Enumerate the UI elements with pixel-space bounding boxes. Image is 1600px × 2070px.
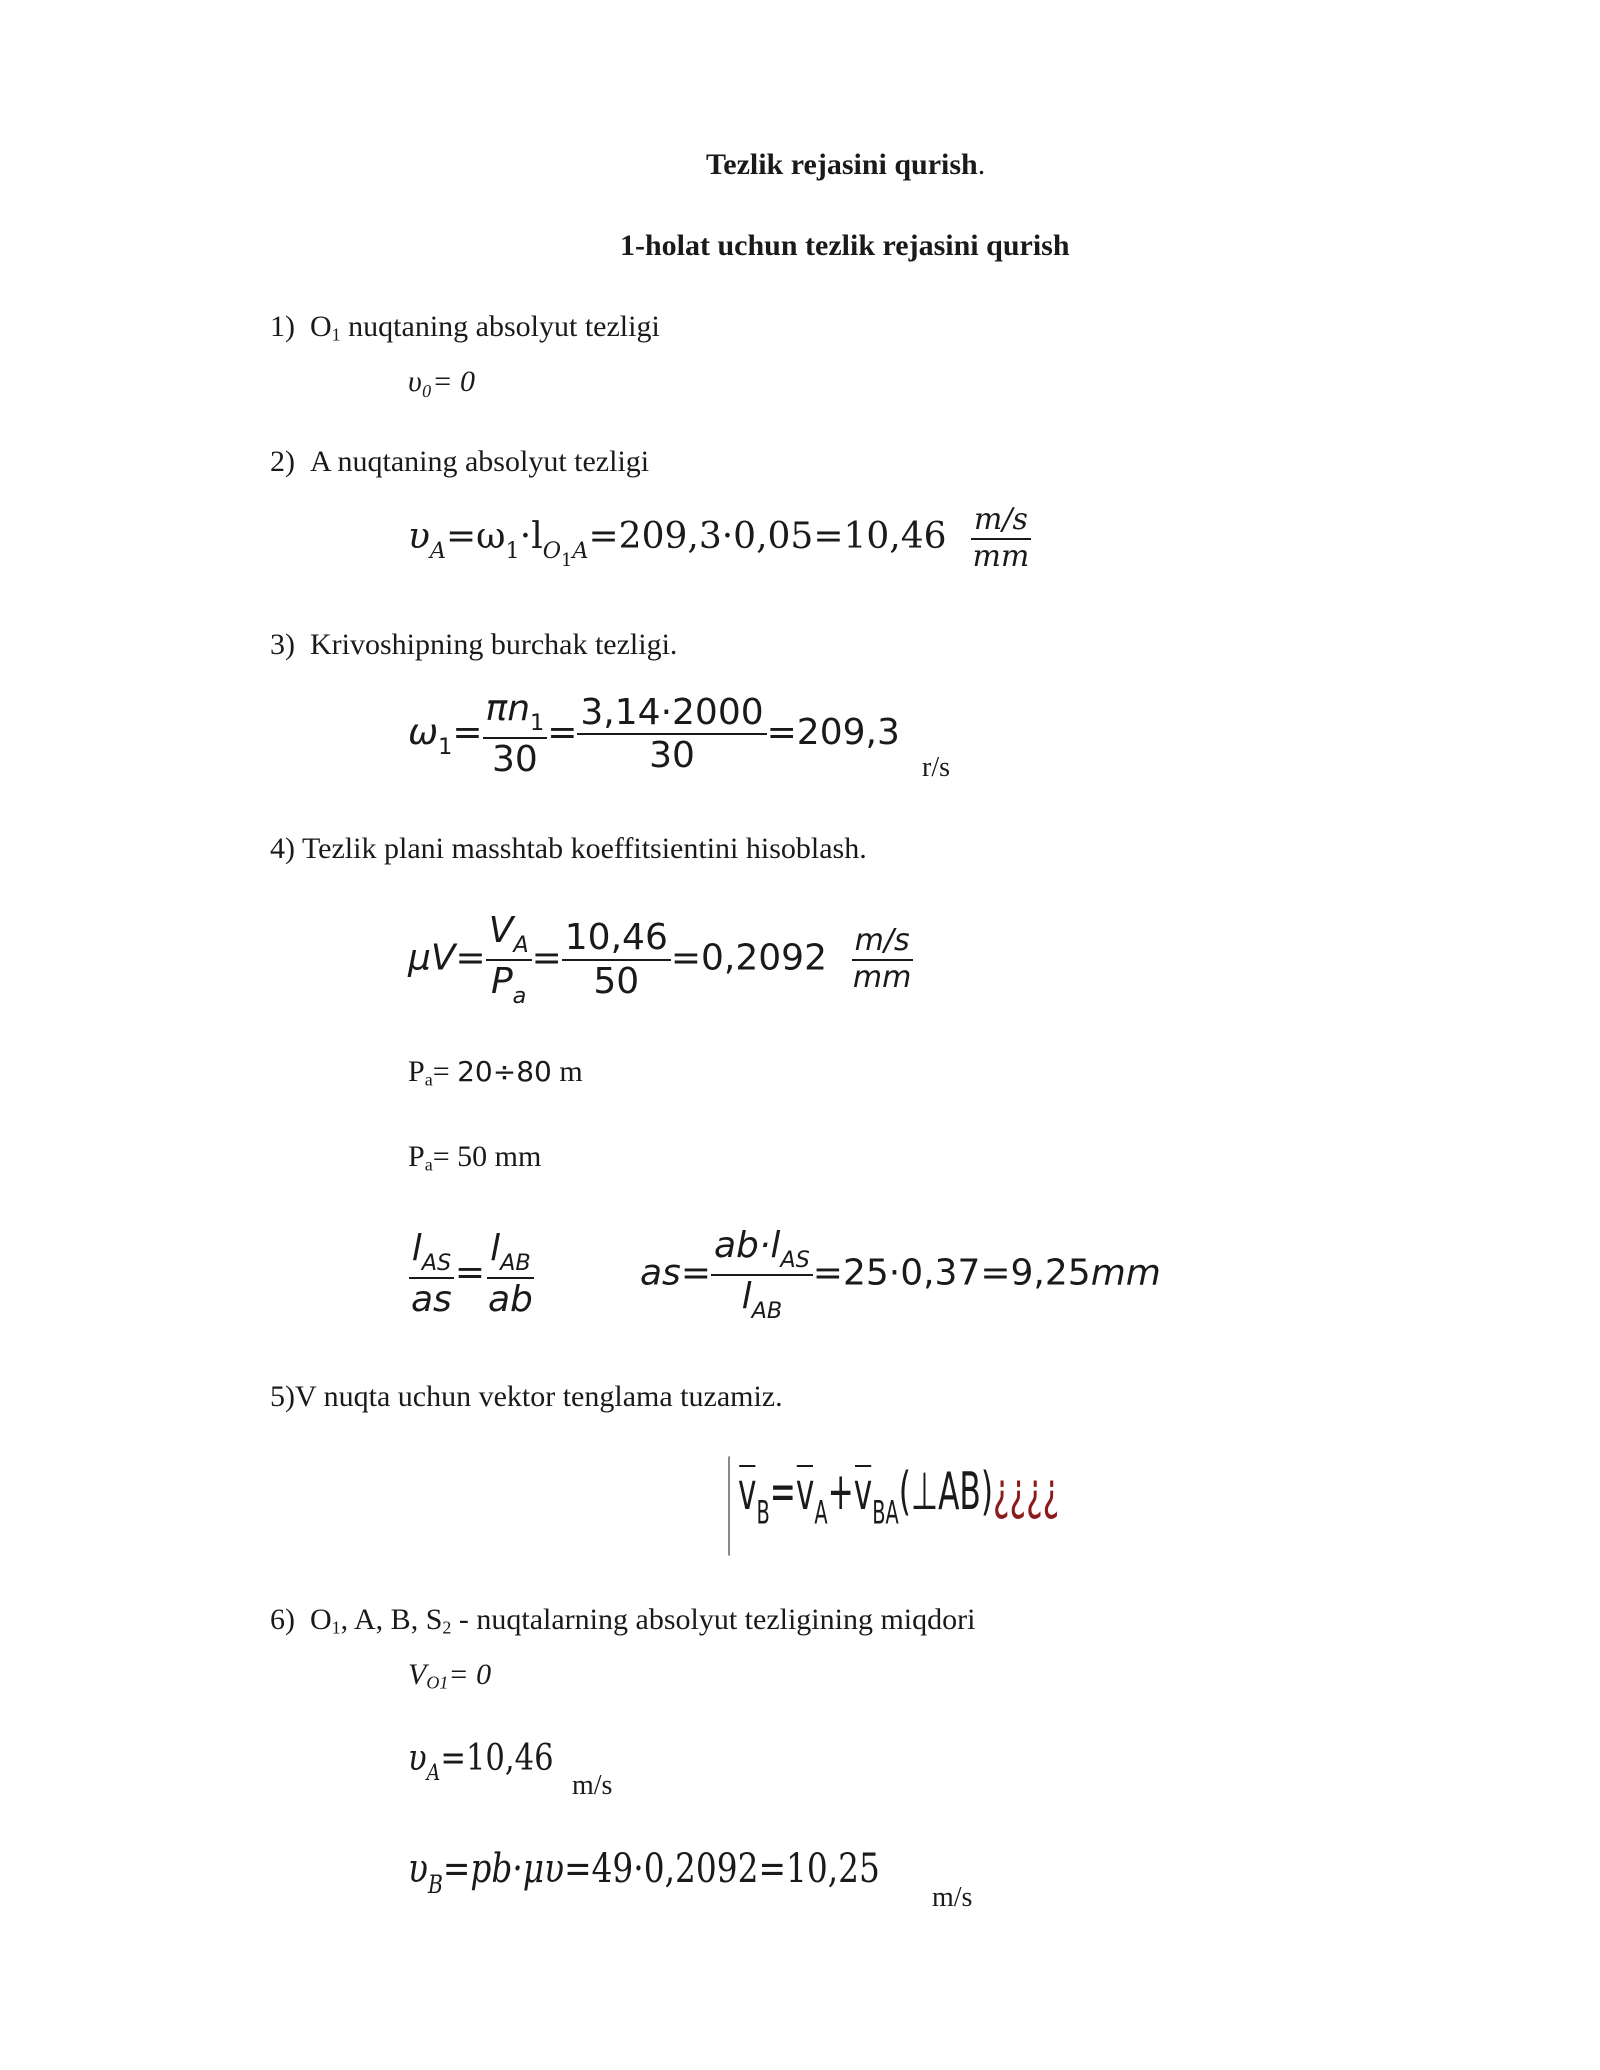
item-2-heading: 2) A nuqtaning absolyut tezligi bbox=[270, 445, 650, 478]
item-6-heading: 6) $O_1$, A, B, $S_2$ - nuqtalarning absolyut tezligining miqdori bbox=[270, 1603, 976, 1638]
unit-ms-2: m/s bbox=[932, 1882, 973, 1913]
pa-value: $P_a= 50$ mm bbox=[408, 1140, 542, 1175]
item-4-heading: 4) Tezlik plani masshtab koeffitsientini hisoblash. bbox=[270, 832, 867, 865]
vector-eq-bracket bbox=[728, 1456, 730, 1556]
unit-fraction: $\frac{m/s}{mm}$ bbox=[972, 502, 1030, 574]
section-subtitle: 1-holat uchun tezlik rejasini qurish bbox=[620, 229, 1070, 262]
formula-va: $\upsilon_A=\omega_1\cdot l_{O_1A}=209,3\cdot 0,05=10,46$ $\frac{m/s}{mm}$ bbox=[408, 503, 1032, 574]
item-5-heading: 5)V nuqta uchun vektor tenglama tuzamiz. bbox=[270, 1380, 783, 1413]
page-title: Tezlik rejasini qurish. bbox=[706, 148, 986, 181]
ratio-formula: $\frac{l_{AS}}{as}$ = $\frac{l_{AB}}{ab}$ bbox=[408, 1228, 536, 1320]
vector-equation: $v_B=v_A+v_{BA}(\perp AB)¿¿¿¿$ bbox=[738, 1462, 1060, 1532]
unit-rs: r/s bbox=[922, 752, 950, 783]
item-1-heading: 1) $O_1$ nuqtaning absolyut tezligi bbox=[270, 310, 660, 345]
formula-vb-value: $\upsilon_B=pb\cdot\mu\upsilon=49\cdot 0,2092=10,25$ bbox=[408, 1846, 880, 1900]
as-formula: as= $\frac{ab\cdot l_{AS}}{l_{AB}}$ =25·0,37=9,25mm bbox=[640, 1225, 1161, 1324]
formula-omega: $\omega_1=$ $\frac{\pi n_1}{30}$ = $\frac{3,14\cdot 2000}{30}$ =209,3 bbox=[408, 688, 900, 780]
formula-v0: υ₀= 0 bbox=[408, 365, 475, 398]
item-3-heading: 3) Krivoshipning burchak tezligi. bbox=[270, 628, 678, 661]
formula-va-value: $\upsilon_A=10,46$ bbox=[408, 1738, 554, 1787]
formula-muv: μV= $\frac{V_A}{P_a}$ = $\frac{10,46}{50}$ =0,2092 $\frac{m/s}{mm}$ bbox=[408, 910, 912, 1009]
formula-vo1: $V_{O1}= 0$ bbox=[408, 1658, 492, 1693]
pa-range: $P_a= 20\div 80$ m bbox=[408, 1055, 583, 1090]
unit-ms-1: m/s bbox=[572, 1770, 613, 1801]
